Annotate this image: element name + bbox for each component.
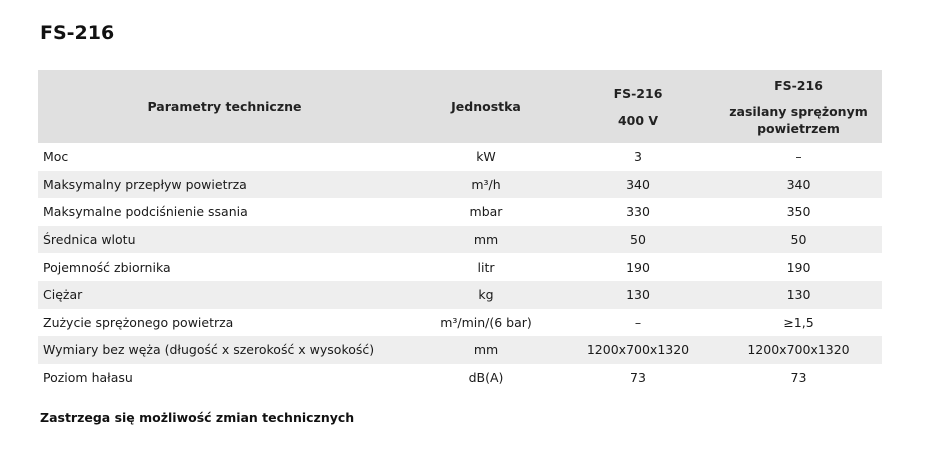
header-model-compressed-air-line1: FS-216 <box>774 77 823 93</box>
cell-value-compressed-air: – <box>795 149 802 165</box>
table-row <box>38 336 882 364</box>
cell-parameter: Średnica wlotu <box>38 226 411 254</box>
header-unit-label: Jednostka <box>451 99 521 114</box>
cell-value-compressed-air: 1200x700x1320 <box>715 336 882 364</box>
cell-value-400v: 3 <box>634 149 642 165</box>
cell-parameter: Ciężar <box>38 281 411 309</box>
table-row <box>38 226 882 254</box>
cell-value-400v: 340 <box>561 171 715 199</box>
table-body <box>38 143 882 391</box>
cell-parameter: Wymiary bez węża (długość x szerokość x wysokość) <box>38 336 411 364</box>
cell-value-400v: 50 <box>561 226 715 254</box>
cell-parameter: Zużycie sprężonego powietrza <box>43 314 234 330</box>
cell-unit: litr <box>477 259 495 275</box>
cell-value-400v: 190 <box>626 259 650 275</box>
cell-unit: mbar <box>469 204 503 220</box>
cell-value-400v: 330 <box>626 204 650 220</box>
table-row <box>38 171 882 199</box>
header-row <box>38 70 882 143</box>
cell-value-400v: 1200x700x1320 <box>561 336 715 364</box>
cell-value-400v: 73 <box>630 370 646 386</box>
cell-unit: kg <box>411 281 561 309</box>
header-parameters <box>38 70 411 143</box>
cell-parameter: Pojemność zbiornika <box>43 259 171 275</box>
header-model-400v-line1: FS-216 <box>613 85 663 101</box>
header-model-400v <box>561 70 715 143</box>
cell-value-compressed-air: 350 <box>786 204 811 220</box>
cell-unit: dB(A) <box>468 370 504 386</box>
technical-changes-note: Zastrzega się możliwość zmian technicznych <box>40 410 355 425</box>
header-model-400v-line2: 400 V <box>617 112 659 128</box>
cell-parameter: Poziom hałasu <box>43 370 133 386</box>
header-model-compressed-air-line3: powietrzem <box>757 120 840 136</box>
table-row <box>38 143 882 171</box>
cell-value-compressed-air: 130 <box>715 281 882 309</box>
table-row <box>38 309 882 337</box>
cell-unit: mm <box>411 336 561 364</box>
cell-parameter: Maksymalne podciśnienie ssania <box>43 204 248 220</box>
page-title: FS-216 <box>40 22 115 44</box>
header-model-compressed-air <box>715 70 882 143</box>
cell-value-400v: 130 <box>561 281 715 309</box>
table-row <box>38 253 882 281</box>
cell-value-compressed-air: 190 <box>786 259 811 275</box>
cell-value-compressed-air: 73 <box>790 370 807 386</box>
header-parameters-label: Parametry techniczne <box>147 99 302 114</box>
specification-table <box>38 70 882 391</box>
table-row <box>38 364 882 392</box>
table-row <box>38 281 882 309</box>
cell-value-compressed-air: 50 <box>715 226 882 254</box>
cell-unit: mm <box>411 226 561 254</box>
cell-value-400v: – <box>634 314 642 330</box>
cell-value-compressed-air: 340 <box>715 171 882 199</box>
header-model-compressed-air-line2: zasilany sprężonym <box>729 103 868 119</box>
cell-parameter: Moc <box>43 149 69 165</box>
cell-unit: kW <box>476 149 496 165</box>
table-row <box>38 198 882 226</box>
table-header <box>38 70 882 143</box>
header-unit <box>411 70 561 143</box>
cell-unit: m³/min/(6 bar) <box>440 314 532 330</box>
cell-value-compressed-air: ≥1,5 <box>783 314 814 330</box>
cell-unit: m³/h <box>411 171 561 199</box>
cell-parameter: Maksymalny przepływ powietrza <box>38 171 411 199</box>
